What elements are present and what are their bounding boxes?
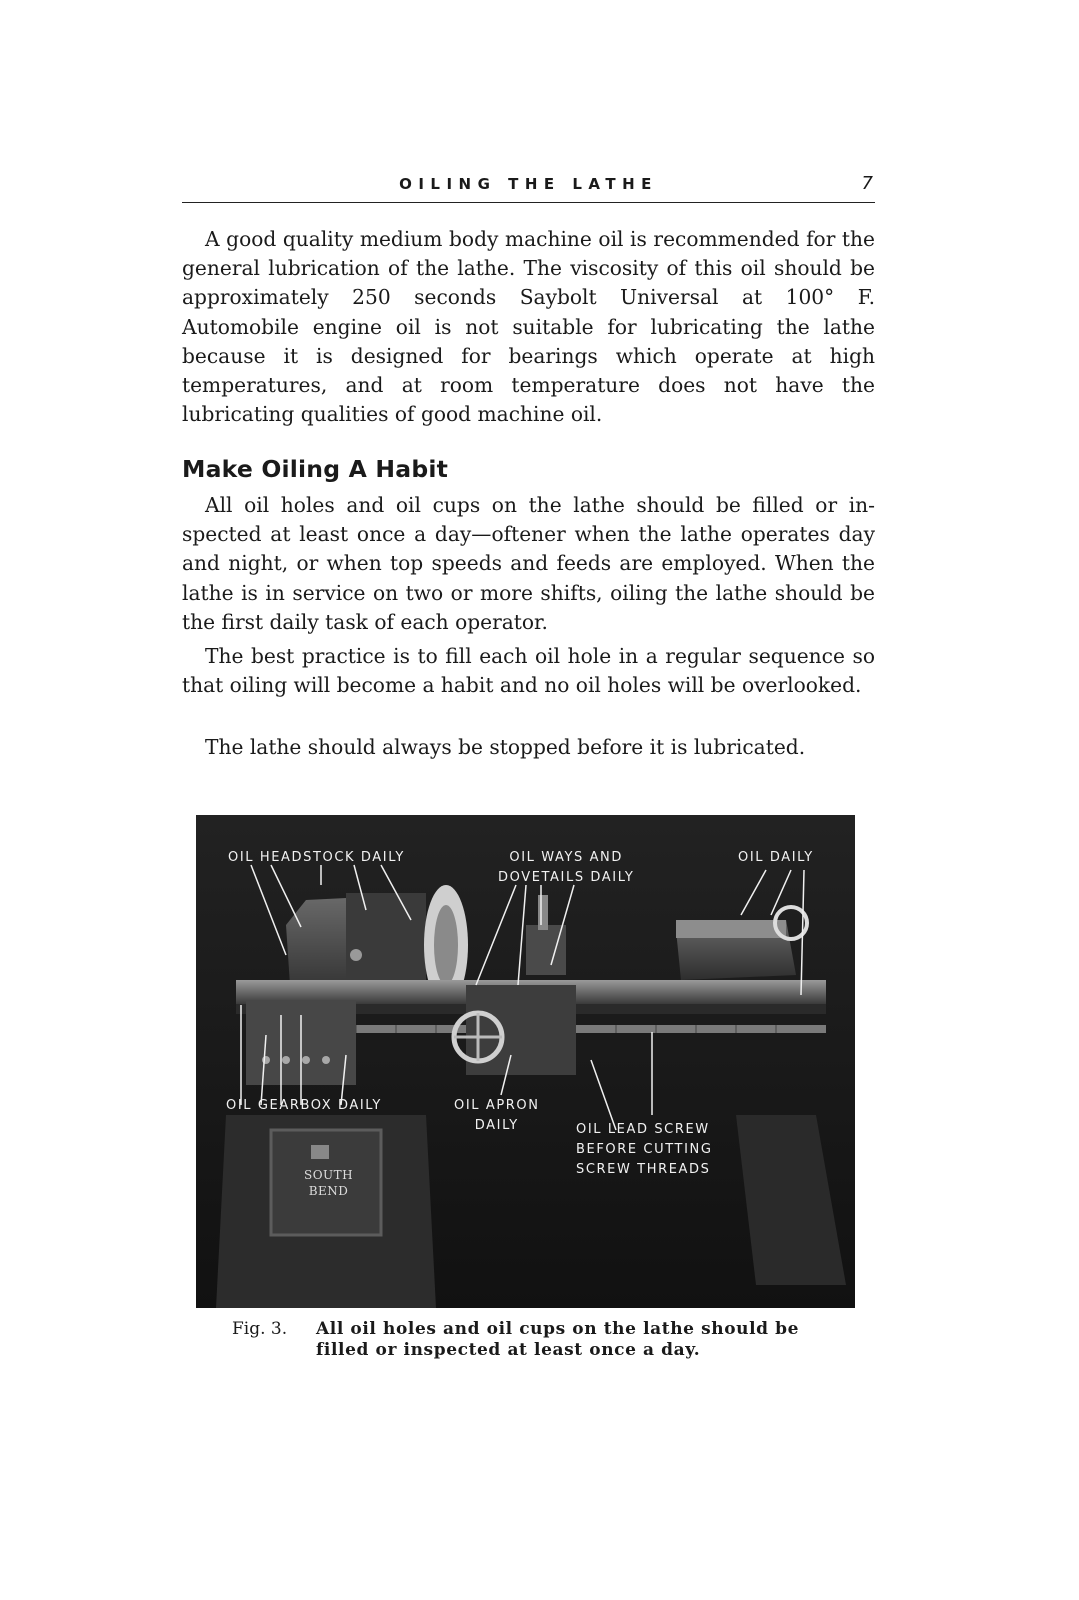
label-oil-tailstock: OIL DAILY	[738, 850, 814, 865]
figure-caption-text: All oil holes and oil cups on the lathe should be filled or inspected at least once a day.	[316, 1319, 800, 1360]
lathe-illustration	[196, 815, 855, 1308]
section-heading: Make Oiling A Habit	[182, 455, 449, 483]
figure-number: Fig. 3.	[232, 1319, 288, 1339]
label-oil-gearbox: OIL GEARBOX DAILY	[226, 1098, 382, 1113]
lathe-photo	[196, 815, 855, 1308]
nameplate-south-bend: SOUTH BEND	[304, 1168, 354, 1198]
page-number: 7	[861, 173, 873, 194]
intro-paragraph: A good quality medium body machine oil is recommended for the general lubrication of the lathe. The viscosity of this oil should be approximately 250 seconds Saybolt Universal at 100° F. Automobile engine oil is not suitable for lubricating the lathe because it is designed for bearings which operate at high temperatures, and at room temperature does not have the lubricating qualities of good machine oil.	[182, 227, 875, 427]
paragraph-oil-daily: All oil holes and oil cups on the lathe should be filled or in- spected at least once a day—oftener when the lathe operates day and night, or when top speeds and feeds are employed. When the lathe is in service on two or more shifts, oiling the lathe should be the first daily task of each operator.	[182, 493, 875, 634]
header-rule	[182, 202, 875, 203]
paragraph-regular-sequence: The best practice is to fill each oil hole in a regular sequence so that oiling will become a habit and no oil holes will be overlooked.	[182, 644, 875, 698]
label-oil-apron: OIL APRON DAILY	[454, 1098, 540, 1133]
running-head	[182, 171, 875, 201]
label-oil-lead-screw: OIL LEAD SCREW BEFORE CUTTING SCREW THREADS	[576, 1122, 713, 1177]
running-title: OILING THE LATHE	[399, 175, 658, 193]
label-oil-ways: OIL WAYS AND DOVETAILS DAILY	[498, 850, 635, 885]
label-oil-headstock: OIL HEADSTOCK DAILY	[228, 850, 405, 865]
paragraph-stop-lathe: The lathe should always be stopped before it is lubricated.	[205, 735, 806, 759]
